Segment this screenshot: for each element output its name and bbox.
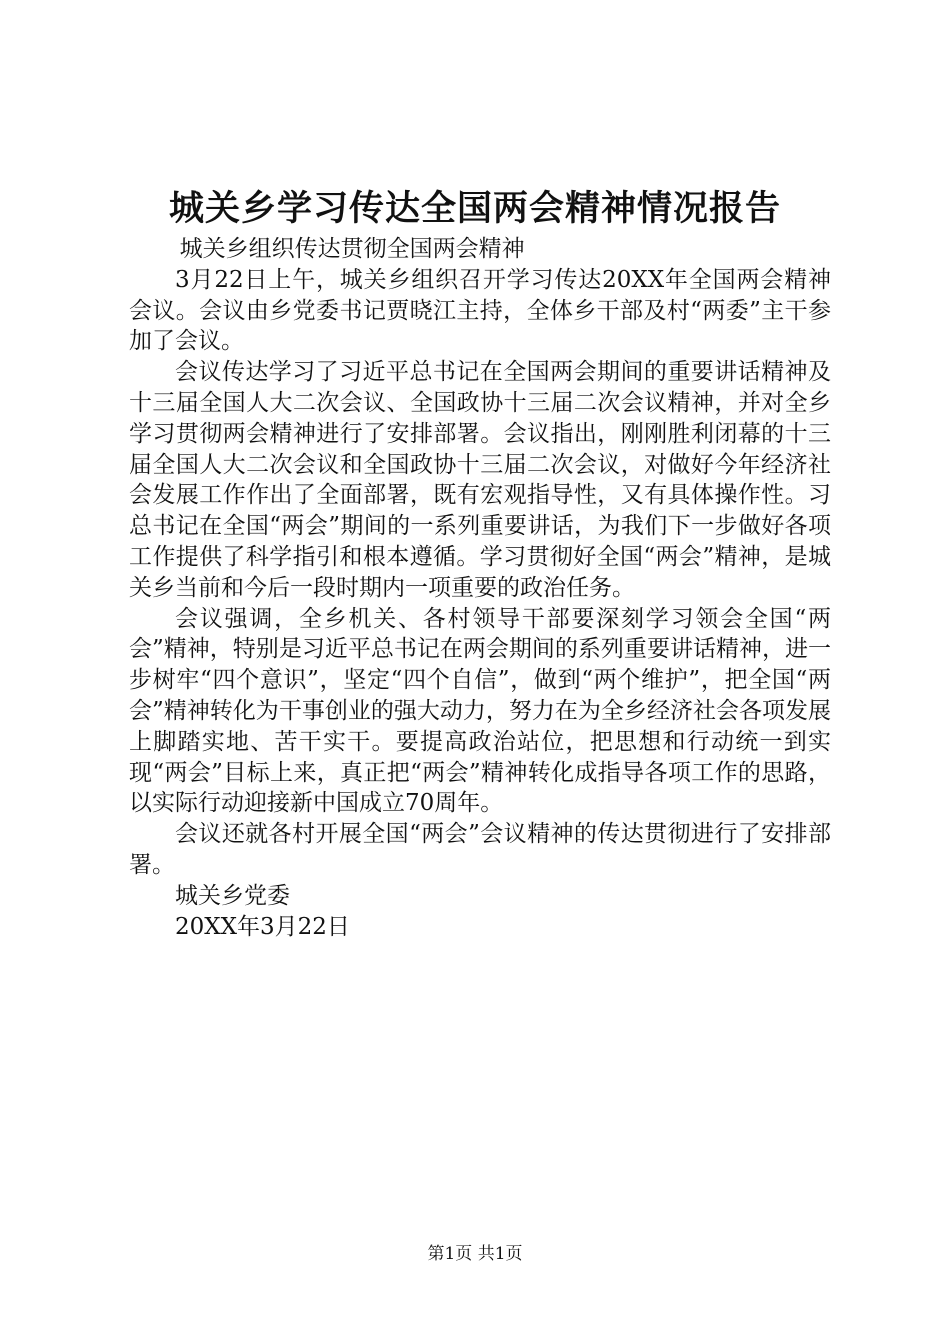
document-title: 城关乡学习传达全国两会精神情况报告	[168, 188, 781, 229]
document-subtitle: 城关乡组织传达贯彻全国两会精神	[179, 236, 525, 262]
paragraph-2: 会议传达学习了习近平总书记在全国两会期间的重要讲话精神及十三届全国人大二次会议、全国政协十三届二次会议精神，并对全乡学习贯彻两会精神进行了安排部署。会议指出，刚刚胜利闭幕的十三届全国人大二次会议和全国政协十三届二次会议，对做好今年经济社会发展工作作出了全面部署，既有宏观指导性，又有具体操作性。习总书记在全国“两会”期间的一系列重要讲话，为我们下一步做好各项工作提供了科学指引和根本遵循。学习贯彻好全国“两会”精神，是城关乡当前和今后一段时期内一项重要的政治任务。	[129, 359, 831, 601]
paragraph-1: 3月22日上午，城关乡组织召开学习传达20XX年全国两会精神会议。会议由乡党委书记贾晓江主持，全体乡干部及村“两委”主干参加了会议。	[129, 266, 831, 355]
paragraph-3: 会议强调，全乡机关、各村领导干部要深刻学习领会全国“两会”精神，特别是习近平总书记在两会期间的系列重要讲话精神，进一步树牢“四个意识”，坚定“四个自信”，做到“两个维护”，把全国“两会”精神转化为干事创业的强大动力，努力在为全乡经济社会各项发展上脚踏实地、苦干实干。要提高政治站位，把思想和行动统一到实现“两会”目标上来，真正把“两会”精神转化成指导各项工作的思路，以实际行动迎接新中国成立70周年。	[129, 605, 831, 817]
document-body	[129, 234, 831, 942]
page-footer: 第1页 共1页	[427, 1244, 523, 1264]
paragraph-4: 会议还就各村开展全国“两会”会议精神的传达贯彻进行了安排部署。	[129, 821, 831, 878]
signature: 城关乡党委	[175, 882, 290, 909]
document-date: 20XX年3月22日	[175, 913, 350, 940]
